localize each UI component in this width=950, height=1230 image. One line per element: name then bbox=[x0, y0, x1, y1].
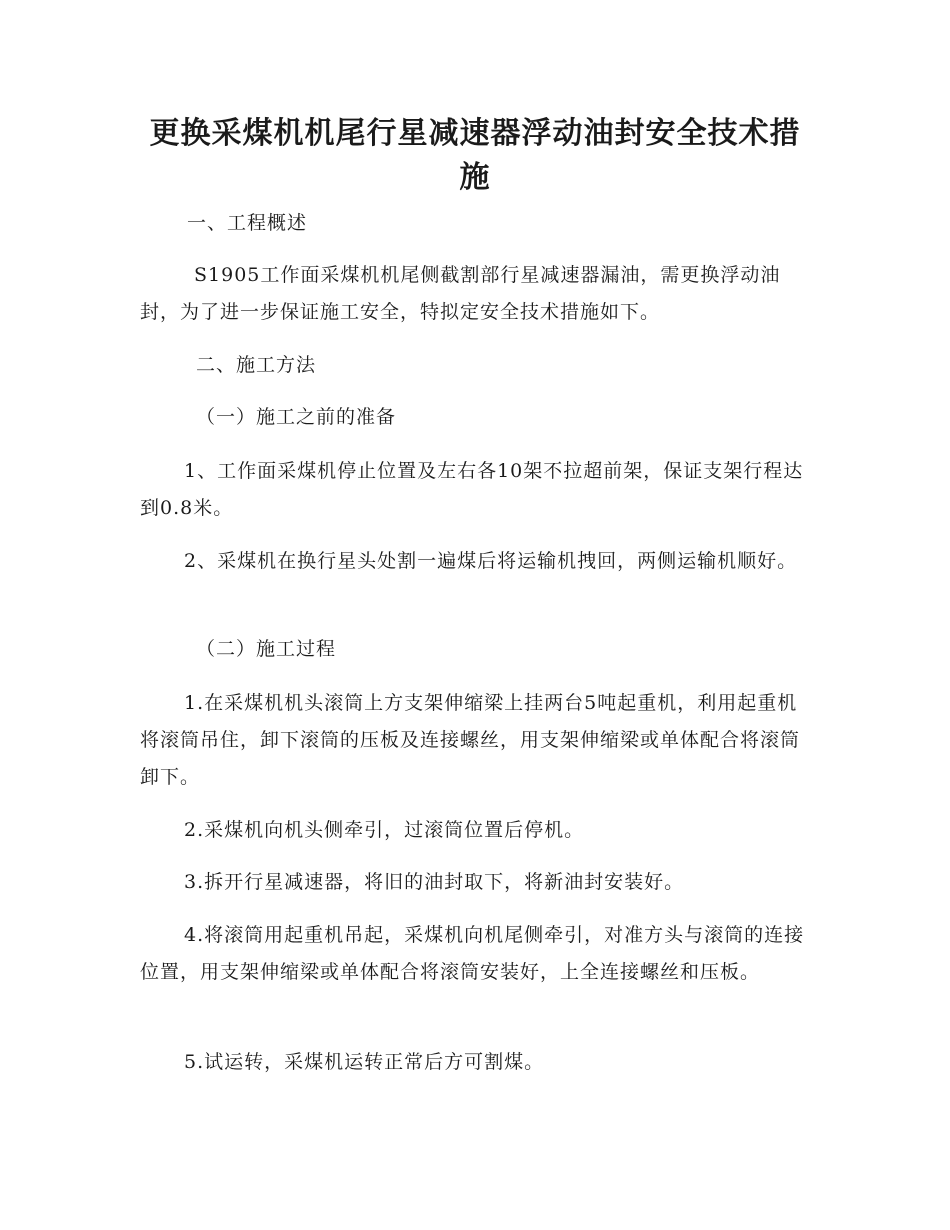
overview-heading: 一、工程概述 bbox=[187, 212, 308, 234]
process-item-4: 4.将滚筒用起重机吊起，采煤机向机尾侧牵引，对准方头与滚筒的连接位置，用支架伸缩梁或单体配合将滚筒安装好，上全连接螺丝和压板。 bbox=[140, 924, 805, 983]
prep-heading: （一）施工之前的准备 bbox=[196, 406, 397, 428]
process-item-3: 3.拆开行星减速器，将旧的油封取下，将新油封安装好。 bbox=[184, 871, 685, 893]
process-item-2: 2.采煤机向机头侧牵引，过滚筒位置后停机。 bbox=[184, 819, 585, 841]
document-title: 更换采煤机机尾行星减速器浮动油封安全技术措施 bbox=[149, 116, 801, 195]
prep-item-2: 2、采煤机在换行星头处割一遍煤后将运输机拽回，两侧运输机顺好。 bbox=[184, 550, 798, 572]
process-item-1: 1.在采煤机机头滚筒上方支架伸缩梁上挂两台5吨起重机，利用起重机将滚筒吊住，卸下滚筒的压板及连接螺丝，用支架伸缩梁或单体配合将滚筒卸下。 bbox=[140, 692, 801, 788]
overview-paragraph: S1905工作面采煤机机尾侧截割部行星减速器漏油，需更换浮动油封，为了进一步保证施工安全，特拟定安全技术措施如下。 bbox=[140, 264, 781, 323]
prep-item-1: 1、工作面采煤机停止位置及左右各10架不拉超前架，保证支架行程达 到0.8米。 bbox=[140, 460, 804, 519]
process-heading: （二）施工过程 bbox=[196, 638, 337, 660]
process-item-5: 5.试运转，采煤机运转正常后方可割煤。 bbox=[184, 1051, 545, 1073]
method-heading: 二、施工方法 bbox=[196, 354, 317, 376]
